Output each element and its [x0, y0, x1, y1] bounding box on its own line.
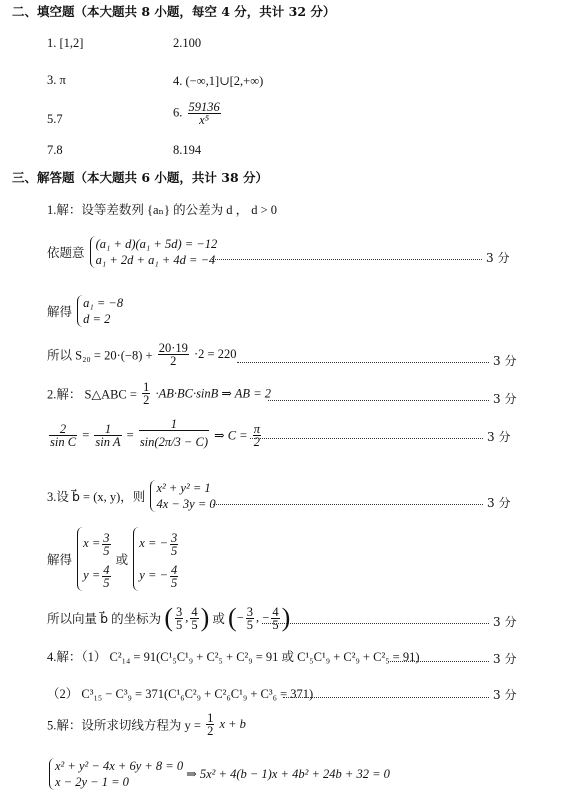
fraction-denominator: sin A	[95, 435, 121, 449]
score-leader	[250, 438, 483, 439]
result-numerator: π	[253, 422, 260, 436]
problem-4-part-2: （2） C³₁₅ − C³₉ = 371(C¹₆C²₉ + C²₆C¹₉ + C³₆ = 371)	[47, 687, 314, 701]
solution-line-1: a₁ = −8	[83, 296, 124, 310]
problem-1-condition	[47, 236, 217, 268]
condition-line-1: (a₁ + d)(a₁ + 5d) = −12	[95, 237, 218, 251]
setup-prefix: 3.设 b⃗ = (x, y)，则	[47, 490, 146, 504]
problem-5-setup	[47, 712, 246, 737]
score-leader	[283, 697, 489, 698]
fill-answer-6-denominator: x⁵	[199, 113, 210, 127]
problem-1-intro: 1.解：设等差数列 {aₙ} 的公差为 d ， d > 0	[47, 203, 278, 217]
equation-line-1: x² + y² − 4x + 6y + 8 = 0	[55, 759, 184, 773]
slope-numerator: 1	[207, 711, 214, 725]
score-leader	[262, 623, 489, 624]
problem-2-sine-law: $\frac{2}{\text{sin C}}$ = $\frac{1}{\text{sin A}}$ = $\frac{1}{\sin(2\pi/3 - C)}$ ⇒ C = $\frac{\pi}{2}$	[47, 418, 263, 453]
area-fraction-numerator: 1	[143, 380, 150, 394]
area-prefix: 2.解： S△ABC =	[47, 387, 137, 402]
fill-answer-7: 7.8	[47, 143, 63, 157]
fraction-numerator: 1	[139, 418, 209, 431]
solve-label: 解得	[47, 305, 73, 319]
score-leader	[213, 504, 483, 505]
score-leader	[212, 259, 482, 260]
result-denominator: 2	[253, 435, 260, 449]
sum-fraction-numerator: 20·19	[158, 341, 188, 355]
fraction-denominator: sin(2π/3 − C)	[139, 435, 208, 449]
fill-answer-4: 4. (−∞,1]∪[2,+∞)	[173, 74, 264, 88]
or-label: 或	[115, 553, 129, 567]
solve-section-title: 三、解答题（本大题共 6 小题，共计 38 分）	[12, 170, 269, 185]
condition-label: 依题意	[47, 246, 85, 260]
fill-answer-2: 2.100	[173, 36, 202, 50]
score-label: 3 分	[493, 354, 517, 368]
sum-suffix: ·2 = 220	[193, 347, 237, 361]
sum-prefix: 所以 S₂₀ = 20·(−8) +	[47, 348, 153, 363]
setup-prefix: 5.解：设所求切线方程为 y =	[47, 718, 201, 733]
area-suffix: ·AB·BC·sinB ⇒ AB = 2	[155, 386, 271, 401]
problem-1-solution	[47, 295, 123, 327]
fill-section-title: 二、填空题（本大题共 8 小题，每空 4 分，共计 32 分）	[12, 4, 336, 19]
conclusion-prefix: 所以向量 b⃗ 的坐标为	[47, 612, 162, 626]
conclusion-or: 或	[212, 612, 225, 626]
fraction-numerator: 2	[49, 423, 77, 436]
problem-2-area	[47, 381, 271, 406]
score-leader	[388, 661, 489, 662]
score-label: 3 分	[493, 688, 517, 702]
fraction-numerator: 1	[94, 423, 121, 436]
score-leader	[268, 400, 489, 401]
sum-fraction-denominator: 2	[170, 354, 177, 368]
score-label: 3 分	[486, 251, 510, 265]
fill-answer-8: 8.194	[173, 143, 202, 157]
score-label: 3 分	[487, 496, 511, 510]
fill-answer-6-prefix: 6.	[173, 105, 183, 120]
problem-1-sum	[47, 342, 236, 367]
slope-denominator: 2	[207, 724, 214, 738]
solution-system-1: x = $\frac{3}{5}$ y = $\frac{4}{5}$	[77, 527, 112, 591]
solution-system-2: x = − $\frac{3}{5}$ y = − $\frac{4}{5}$	[133, 527, 180, 591]
fill-answer-1: 1. [1,2]	[47, 36, 84, 50]
implication: ⇒ C =	[214, 428, 248, 443]
score-label: 3 分	[493, 615, 517, 629]
solution-line-2: d = 2	[83, 312, 111, 326]
solution-system	[77, 295, 123, 327]
problem-3-solutions	[47, 527, 180, 591]
fill-answer-6-numerator: 59136	[188, 100, 220, 114]
problem-3-conclusion: 所以向量 b⃗ 的坐标为 ( $\frac{3}{5}$ , $\frac{4}{5}$ ) 或 (− $\frac{3}{5}$ , − $\frac{4}{5}$ )	[47, 603, 291, 632]
setup-system	[150, 480, 215, 512]
fill-answer-5: 5.7	[47, 112, 63, 126]
score-label: 3 分	[493, 392, 517, 406]
problem-3-setup	[47, 480, 216, 512]
setup-line-2: 4x − 3y = 0	[156, 497, 216, 511]
area-fraction-denominator: 2	[143, 393, 150, 407]
condition-line-2: a₁ + 2d + a₁ + 4d = −4	[95, 253, 216, 267]
fill-answer-6	[173, 101, 223, 126]
equation-system	[49, 758, 183, 790]
equation-line-2: x − 2y − 1 = 0	[55, 775, 129, 789]
condition-system	[90, 236, 218, 268]
setup-line-1: x² + y² = 1	[156, 481, 211, 495]
problem-4-part-1: 4.解：（1） C²₁₄ = 91(C¹₅C¹₉ + C²₅ + C²₉ = 91 或 C¹₅C¹₉ + C²₉ + C²₅ = 91)	[47, 650, 420, 664]
score-label: 3 分	[487, 430, 511, 444]
fraction-denominator: sin C	[50, 435, 77, 449]
result-equation: ⇒ 5x² + 4(b − 1)x + 4b² + 24b + 32 = 0	[186, 767, 390, 781]
fill-answer-3: 3. π	[47, 73, 66, 87]
solve-label: 解得	[47, 553, 73, 567]
score-leader	[237, 362, 489, 363]
problem-5-system	[47, 758, 390, 790]
setup-suffix: x + b	[219, 717, 246, 731]
score-label: 3 分	[493, 652, 517, 666]
